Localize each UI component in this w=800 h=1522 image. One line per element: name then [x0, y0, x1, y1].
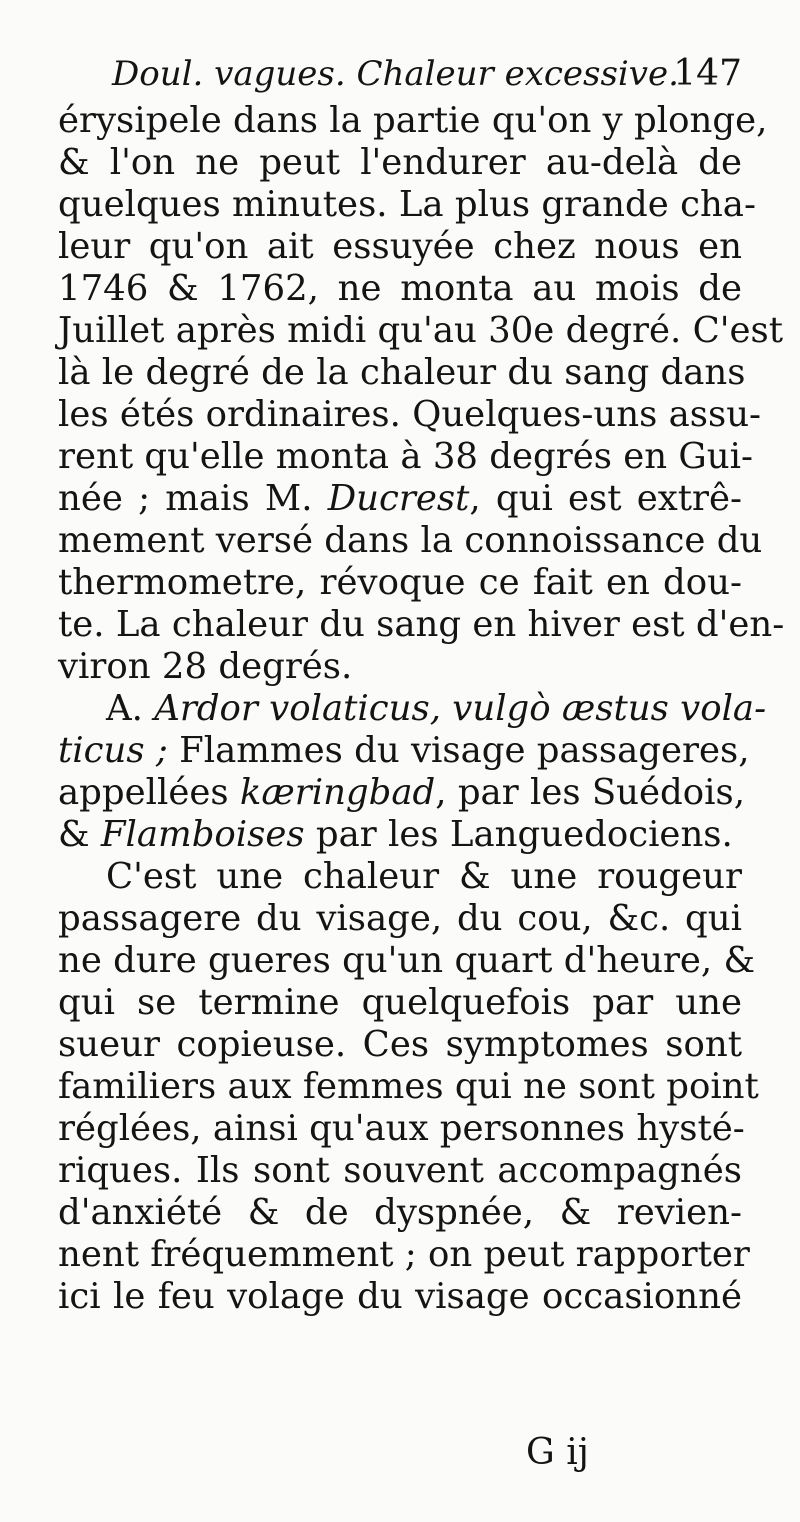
text-line: [58, 394, 762, 436]
text-line: [58, 100, 768, 142]
body-text: [58, 100, 785, 1318]
text-segment: née ; mais M.: [58, 478, 328, 519]
text-segment: les étés ordinaires. Quelques-uns assu-: [58, 394, 762, 435]
text-line: [58, 1234, 750, 1276]
text-segment: riques. Ils sont souvent accompagnés: [58, 1150, 742, 1191]
text-segment: réglées, ainsi qu'aux personnes hysté-: [58, 1108, 745, 1149]
running-title: Doul. vagues. Chaleur excessive.: [112, 54, 679, 94]
text-segment: 1746 & 1762, ne monta au mois de: [58, 268, 742, 309]
text-segment: par les Languedociens.: [304, 814, 733, 855]
italic-text: Ducrest: [327, 478, 470, 519]
text-segment: viron 28 degrés.: [58, 646, 353, 687]
text-segment: , qui est extrê-: [469, 478, 743, 519]
text-segment: appellées: [58, 772, 240, 813]
text-segment: qui se termine quelquefois par une: [58, 982, 742, 1023]
text-segment: d'anxiété & de dyspnée, & revien-: [58, 1192, 742, 1233]
italic-text: Ardor volaticus, vulgò æstus vola-: [154, 688, 767, 729]
text-segment: & l'on ne peut l'endurer au-delà de: [58, 142, 742, 183]
text-line: [58, 184, 756, 226]
text-segment: mement versé dans la connoissance du: [58, 520, 763, 561]
text-segment: C'est une chaleur & une rougeur: [106, 856, 742, 897]
text-segment: leur qu'on ait essuyée chez nous en: [58, 226, 742, 267]
text-segment: thermometre, révoque ce fait en dou-: [58, 562, 742, 603]
text-segment: passagere du visage, du cou, &c. qui: [58, 898, 742, 939]
text-line: [58, 688, 767, 730]
text-segment: érysipele dans la partie qu'on y plonge,: [58, 100, 768, 141]
italic-text: Flamboises: [100, 814, 305, 855]
text-line: [58, 310, 784, 352]
text-segment: Flammes du visage passageres,: [167, 730, 750, 771]
text-line: [58, 1150, 742, 1192]
text-segment: &: [58, 814, 101, 855]
page-number: 147: [673, 53, 742, 94]
signature-mark: G ij: [526, 1432, 589, 1473]
text-segment: te. La chaleur du sang en hiver est d'en-: [58, 604, 785, 645]
text-line: [58, 436, 753, 478]
text-segment: A.: [106, 688, 155, 729]
text-segment: ne dure gueres qu'un quart d'heure, &: [58, 940, 756, 981]
text-line: [58, 982, 742, 1024]
text-line: [58, 1276, 742, 1318]
text-line: [58, 1066, 759, 1108]
italic-text: ticus ;: [58, 730, 168, 771]
text-line: [58, 898, 742, 940]
text-segment: Juillet après midi qu'au 30e degré. C'est: [58, 310, 784, 351]
text-line: [58, 1108, 745, 1150]
text-segment: , par les Suédois,: [435, 772, 745, 813]
text-line: [58, 772, 745, 814]
text-line: [58, 352, 746, 394]
text-line: [58, 730, 750, 772]
text-segment: nent fréquemment ; on peut rapporter: [58, 1234, 750, 1275]
text-line: [58, 562, 742, 604]
text-line: [58, 1192, 742, 1234]
text-segment: familiers aux femmes qui ne sont point: [58, 1066, 759, 1107]
text-segment: rent qu'elle monta à 38 degrés en Gui-: [58, 436, 753, 477]
running-head: [112, 52, 742, 96]
text-line: [58, 268, 742, 310]
text-line: [58, 940, 756, 982]
text-line: [58, 604, 785, 646]
text-line: [58, 520, 763, 562]
italic-text: kæringbad: [239, 772, 436, 813]
text-segment: sueur copieuse. Ces symptomes sont: [58, 1024, 742, 1065]
text-line: [58, 814, 742, 856]
text-line: [58, 478, 742, 520]
text-segment: là le degré de la chaleur du sang dans: [58, 352, 746, 393]
text-line: [58, 226, 742, 268]
text-segment: ici le feu volage du visage occasionné: [58, 1276, 742, 1317]
text-line: [58, 856, 742, 898]
text-line: [58, 142, 742, 184]
text-segment: quelques minutes. La plus grande cha-: [58, 184, 756, 225]
text-line: [58, 1024, 742, 1066]
text-line: [58, 646, 742, 688]
